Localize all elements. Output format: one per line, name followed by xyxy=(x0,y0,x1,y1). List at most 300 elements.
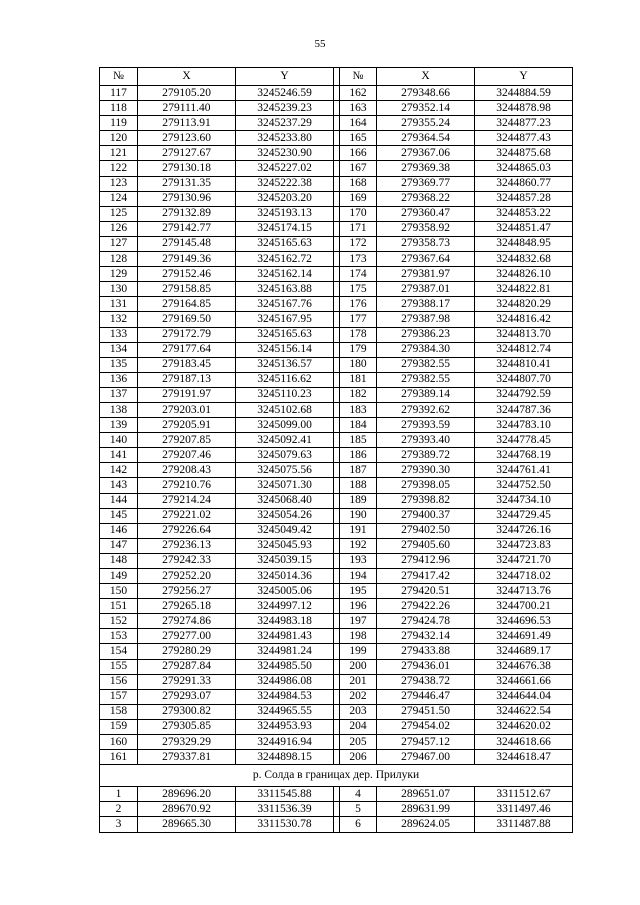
table-row xyxy=(100,267,573,282)
y-coordinate: 3244848.95 xyxy=(475,236,573,251)
y-coordinate: 3245167.76 xyxy=(236,297,334,312)
x-coordinate: 279433.88 xyxy=(377,644,475,659)
x-coordinate: 279111.40 xyxy=(138,101,236,116)
y-coordinate: 3244877.23 xyxy=(475,116,573,131)
table-row xyxy=(100,327,573,342)
header-x-left: X xyxy=(138,68,236,86)
y-coordinate: 3244718.02 xyxy=(475,569,573,584)
point-number: 168 xyxy=(340,176,377,191)
point-number: 153 xyxy=(100,629,138,644)
point-number: 169 xyxy=(340,191,377,206)
x-coordinate: 279130.96 xyxy=(138,191,236,206)
point-number: 184 xyxy=(340,418,377,433)
x-coordinate: 279221.02 xyxy=(138,508,236,523)
point-number: 124 xyxy=(100,191,138,206)
x-coordinate: 279417.42 xyxy=(377,569,475,584)
x-coordinate: 279432.14 xyxy=(377,629,475,644)
y-coordinate: 3244984.53 xyxy=(236,689,334,704)
point-number: 176 xyxy=(340,297,377,312)
point-number: 120 xyxy=(100,131,138,146)
point-number: 160 xyxy=(100,735,138,750)
point-number: 117 xyxy=(100,86,138,101)
x-coordinate: 289665.30 xyxy=(138,817,236,832)
table-row xyxy=(100,614,573,629)
x-coordinate: 279386.23 xyxy=(377,327,475,342)
y-coordinate: 3244860.77 xyxy=(475,176,573,191)
table-row xyxy=(100,569,573,584)
point-number: 183 xyxy=(340,402,377,417)
y-coordinate: 3244618.47 xyxy=(475,750,573,765)
x-coordinate: 279382.55 xyxy=(377,372,475,387)
y-coordinate: 3244787.36 xyxy=(475,402,573,417)
point-number: 182 xyxy=(340,387,377,402)
x-coordinate: 279130.18 xyxy=(138,161,236,176)
point-number: 129 xyxy=(100,267,138,282)
y-coordinate: 3244965.55 xyxy=(236,704,334,719)
point-number: 151 xyxy=(100,599,138,614)
point-number: 178 xyxy=(340,327,377,342)
y-coordinate: 3244953.93 xyxy=(236,719,334,734)
point-number: 191 xyxy=(340,523,377,538)
point-number: 198 xyxy=(340,629,377,644)
point-number: 167 xyxy=(340,161,377,176)
header-num-left: № xyxy=(100,68,138,86)
x-coordinate: 279187.13 xyxy=(138,372,236,387)
y-coordinate: 3244986.08 xyxy=(236,674,334,689)
point-number: 136 xyxy=(100,372,138,387)
header-num-right: № xyxy=(340,68,377,86)
x-coordinate: 279329.29 xyxy=(138,735,236,750)
point-number: 157 xyxy=(100,689,138,704)
x-coordinate: 279390.30 xyxy=(377,463,475,478)
table-row xyxy=(100,131,573,146)
x-coordinate: 279105.20 xyxy=(138,86,236,101)
y-coordinate: 3245203.20 xyxy=(236,191,334,206)
y-coordinate: 3244734.10 xyxy=(475,493,573,508)
x-coordinate: 279389.72 xyxy=(377,448,475,463)
header-x-right: X xyxy=(377,68,475,86)
y-coordinate: 3245227.02 xyxy=(236,161,334,176)
x-coordinate: 279358.73 xyxy=(377,236,475,251)
x-coordinate: 279172.79 xyxy=(138,327,236,342)
point-number: 163 xyxy=(340,101,377,116)
y-coordinate: 3244853.22 xyxy=(475,206,573,221)
x-coordinate: 279387.01 xyxy=(377,282,475,297)
y-coordinate: 3311497.46 xyxy=(475,802,573,817)
header-y-left: Y xyxy=(236,68,334,86)
point-number: 187 xyxy=(340,463,377,478)
x-coordinate: 279381.97 xyxy=(377,267,475,282)
point-number: 166 xyxy=(340,146,377,161)
x-coordinate: 279389.14 xyxy=(377,387,475,402)
point-number: 146 xyxy=(100,523,138,538)
x-coordinate: 279400.37 xyxy=(377,508,475,523)
point-number: 179 xyxy=(340,342,377,357)
x-coordinate: 279300.82 xyxy=(138,704,236,719)
y-coordinate: 3244857.28 xyxy=(475,191,573,206)
y-coordinate: 3244813.70 xyxy=(475,327,573,342)
point-number: 154 xyxy=(100,644,138,659)
table-row xyxy=(100,357,573,372)
y-coordinate: 3244884.59 xyxy=(475,86,573,101)
y-coordinate: 3244721.70 xyxy=(475,553,573,568)
point-number: 118 xyxy=(100,101,138,116)
point-number: 147 xyxy=(100,538,138,553)
table-row xyxy=(100,372,573,387)
table-row xyxy=(100,176,573,191)
x-coordinate: 279360.47 xyxy=(377,206,475,221)
x-coordinate: 279388.17 xyxy=(377,297,475,312)
y-coordinate: 3244661.66 xyxy=(475,674,573,689)
x-coordinate: 289624.05 xyxy=(377,817,475,832)
x-coordinate: 279265.18 xyxy=(138,599,236,614)
x-coordinate: 289631.99 xyxy=(377,802,475,817)
y-coordinate: 3245222.38 xyxy=(236,176,334,191)
y-coordinate: 3244898.15 xyxy=(236,750,334,765)
x-coordinate: 279152.46 xyxy=(138,267,236,282)
y-coordinate: 3245230.90 xyxy=(236,146,334,161)
point-number: 138 xyxy=(100,402,138,417)
point-number: 203 xyxy=(340,704,377,719)
x-coordinate: 279203.01 xyxy=(138,402,236,417)
y-coordinate: 3244752.50 xyxy=(475,478,573,493)
y-coordinate: 3244689.17 xyxy=(475,644,573,659)
point-number: 145 xyxy=(100,508,138,523)
point-number: 195 xyxy=(340,584,377,599)
y-coordinate: 3245005.06 xyxy=(236,584,334,599)
x-coordinate: 279367.06 xyxy=(377,146,475,161)
point-number: 142 xyxy=(100,463,138,478)
y-coordinate: 3244676.38 xyxy=(475,659,573,674)
point-number: 158 xyxy=(100,704,138,719)
point-number: 199 xyxy=(340,644,377,659)
point-number: 135 xyxy=(100,357,138,372)
x-coordinate: 279355.24 xyxy=(377,116,475,131)
y-coordinate: 3244700.21 xyxy=(475,599,573,614)
y-coordinate: 3244696.53 xyxy=(475,614,573,629)
y-coordinate: 3245039.15 xyxy=(236,553,334,568)
x-coordinate: 279393.59 xyxy=(377,418,475,433)
x-coordinate: 279438.72 xyxy=(377,674,475,689)
point-number: 185 xyxy=(340,433,377,448)
x-coordinate: 279158.85 xyxy=(138,282,236,297)
point-number: 122 xyxy=(100,161,138,176)
y-coordinate: 3244807.70 xyxy=(475,372,573,387)
y-coordinate: 3244726.16 xyxy=(475,523,573,538)
table-row xyxy=(100,689,573,704)
table-row xyxy=(100,659,573,674)
x-coordinate: 279387.98 xyxy=(377,312,475,327)
table-row xyxy=(100,599,573,614)
y-coordinate: 3245049.42 xyxy=(236,523,334,538)
point-number: 119 xyxy=(100,116,138,131)
point-number: 205 xyxy=(340,735,377,750)
x-coordinate: 279242.33 xyxy=(138,553,236,568)
point-number: 128 xyxy=(100,252,138,267)
x-coordinate: 279207.46 xyxy=(138,448,236,463)
point-number: 202 xyxy=(340,689,377,704)
y-coordinate: 3245237.29 xyxy=(236,116,334,131)
y-coordinate: 3245110.23 xyxy=(236,387,334,402)
x-coordinate: 279207.85 xyxy=(138,433,236,448)
y-coordinate: 3245163.88 xyxy=(236,282,334,297)
x-coordinate: 279398.82 xyxy=(377,493,475,508)
table-row xyxy=(100,221,573,236)
y-coordinate: 3244729.45 xyxy=(475,508,573,523)
point-number: 133 xyxy=(100,327,138,342)
coordinates-table xyxy=(99,67,573,833)
x-coordinate: 279132.89 xyxy=(138,206,236,221)
point-number: 121 xyxy=(100,146,138,161)
y-coordinate: 3244810.41 xyxy=(475,357,573,372)
y-coordinate: 3245075.56 xyxy=(236,463,334,478)
y-coordinate: 3244792.59 xyxy=(475,387,573,402)
x-coordinate: 279183.45 xyxy=(138,357,236,372)
x-coordinate: 289670.92 xyxy=(138,802,236,817)
x-coordinate: 289696.20 xyxy=(138,787,236,802)
point-number: 131 xyxy=(100,297,138,312)
point-number: 180 xyxy=(340,357,377,372)
y-coordinate: 3244644.04 xyxy=(475,689,573,704)
table-row xyxy=(100,448,573,463)
point-number: 204 xyxy=(340,719,377,734)
y-coordinate: 3244691.49 xyxy=(475,629,573,644)
point-number: 170 xyxy=(340,206,377,221)
y-coordinate: 3244878.98 xyxy=(475,101,573,116)
x-coordinate: 279208.43 xyxy=(138,463,236,478)
y-coordinate: 3245136.57 xyxy=(236,357,334,372)
y-coordinate: 3245165.63 xyxy=(236,327,334,342)
x-coordinate: 279348.66 xyxy=(377,86,475,101)
x-coordinate: 279369.38 xyxy=(377,161,475,176)
table-row xyxy=(100,802,573,817)
table-row xyxy=(100,342,573,357)
x-coordinate: 279337.81 xyxy=(138,750,236,765)
point-number: 193 xyxy=(340,553,377,568)
x-coordinate: 279113.91 xyxy=(138,116,236,131)
x-coordinate: 279287.84 xyxy=(138,659,236,674)
x-coordinate: 279422.26 xyxy=(377,599,475,614)
point-number: 188 xyxy=(340,478,377,493)
y-coordinate: 3244768.19 xyxy=(475,448,573,463)
x-coordinate: 279305.85 xyxy=(138,719,236,734)
point-number: 125 xyxy=(100,206,138,221)
x-coordinate: 279424.78 xyxy=(377,614,475,629)
x-coordinate: 279169.50 xyxy=(138,312,236,327)
table-row xyxy=(100,629,573,644)
point-number: 161 xyxy=(100,750,138,765)
y-coordinate: 3244832.68 xyxy=(475,252,573,267)
x-coordinate: 279412.96 xyxy=(377,553,475,568)
point-number: 148 xyxy=(100,553,138,568)
point-number: 126 xyxy=(100,221,138,236)
x-coordinate: 279436.01 xyxy=(377,659,475,674)
table-row xyxy=(100,674,573,689)
table-row xyxy=(100,191,573,206)
point-number: 164 xyxy=(340,116,377,131)
y-coordinate: 3245165.63 xyxy=(236,236,334,251)
y-coordinate: 3244820.29 xyxy=(475,297,573,312)
point-number: 177 xyxy=(340,312,377,327)
x-coordinate: 279214.24 xyxy=(138,493,236,508)
y-coordinate: 3244981.24 xyxy=(236,644,334,659)
point-number: 140 xyxy=(100,433,138,448)
point-number: 206 xyxy=(340,750,377,765)
table-header-row xyxy=(100,68,573,86)
table-row xyxy=(100,252,573,267)
point-number: 194 xyxy=(340,569,377,584)
point-number: 171 xyxy=(340,221,377,236)
y-coordinate: 3244983.18 xyxy=(236,614,334,629)
x-coordinate: 279402.50 xyxy=(377,523,475,538)
point-number: 3 xyxy=(100,817,138,832)
table-row xyxy=(100,433,573,448)
table-row xyxy=(100,86,573,101)
y-coordinate: 3245246.59 xyxy=(236,86,334,101)
table-row xyxy=(100,206,573,221)
x-coordinate: 279467.00 xyxy=(377,750,475,765)
table-row xyxy=(100,297,573,312)
y-coordinate: 3244622.54 xyxy=(475,704,573,719)
y-coordinate: 3244865.03 xyxy=(475,161,573,176)
point-number: 127 xyxy=(100,236,138,251)
point-number: 143 xyxy=(100,478,138,493)
section-row xyxy=(100,765,573,787)
x-coordinate: 289651.07 xyxy=(377,787,475,802)
x-coordinate: 279142.77 xyxy=(138,221,236,236)
y-coordinate: 3244985.50 xyxy=(236,659,334,674)
x-coordinate: 279358.92 xyxy=(377,221,475,236)
point-number: 4 xyxy=(340,787,377,802)
y-coordinate: 3245054.26 xyxy=(236,508,334,523)
x-coordinate: 279398.05 xyxy=(377,478,475,493)
table-row xyxy=(100,538,573,553)
table-row xyxy=(100,402,573,417)
y-coordinate: 3244826.10 xyxy=(475,267,573,282)
y-coordinate: 3244916.94 xyxy=(236,735,334,750)
table-row xyxy=(100,101,573,116)
y-coordinate: 3245092.41 xyxy=(236,433,334,448)
table-row xyxy=(100,463,573,478)
table-row xyxy=(100,735,573,750)
x-coordinate: 279226.64 xyxy=(138,523,236,538)
y-coordinate: 3244783.10 xyxy=(475,418,573,433)
table-row xyxy=(100,523,573,538)
x-coordinate: 279127.67 xyxy=(138,146,236,161)
x-coordinate: 279236.13 xyxy=(138,538,236,553)
table-row xyxy=(100,817,573,832)
y-coordinate: 3245162.14 xyxy=(236,267,334,282)
point-number: 132 xyxy=(100,312,138,327)
point-number: 190 xyxy=(340,508,377,523)
table-row xyxy=(100,387,573,402)
point-number: 162 xyxy=(340,86,377,101)
y-coordinate: 3244822.81 xyxy=(475,282,573,297)
x-coordinate: 279393.40 xyxy=(377,433,475,448)
point-number: 186 xyxy=(340,448,377,463)
y-coordinate: 3245099.00 xyxy=(236,418,334,433)
point-number: 152 xyxy=(100,614,138,629)
table-row xyxy=(100,236,573,251)
x-coordinate: 279454.02 xyxy=(377,719,475,734)
point-number: 130 xyxy=(100,282,138,297)
point-number: 137 xyxy=(100,387,138,402)
point-number: 192 xyxy=(340,538,377,553)
point-number: 141 xyxy=(100,448,138,463)
point-number: 196 xyxy=(340,599,377,614)
point-number: 149 xyxy=(100,569,138,584)
point-number: 156 xyxy=(100,674,138,689)
table-row xyxy=(100,719,573,734)
x-coordinate: 279177.64 xyxy=(138,342,236,357)
table-row xyxy=(100,584,573,599)
point-number: 144 xyxy=(100,493,138,508)
x-coordinate: 279131.35 xyxy=(138,176,236,191)
y-coordinate: 3244618.66 xyxy=(475,735,573,750)
x-coordinate: 279145.48 xyxy=(138,236,236,251)
point-number: 197 xyxy=(340,614,377,629)
point-number: 201 xyxy=(340,674,377,689)
x-coordinate: 279205.91 xyxy=(138,418,236,433)
y-coordinate: 3245193.13 xyxy=(236,206,334,221)
y-coordinate: 3245167.95 xyxy=(236,312,334,327)
y-coordinate: 3245045.93 xyxy=(236,538,334,553)
table-row xyxy=(100,493,573,508)
x-coordinate: 279364.54 xyxy=(377,131,475,146)
point-number: 139 xyxy=(100,418,138,433)
x-coordinate: 279457.12 xyxy=(377,735,475,750)
table-row xyxy=(100,418,573,433)
table-row xyxy=(100,478,573,493)
x-coordinate: 279367.64 xyxy=(377,252,475,267)
x-coordinate: 279274.86 xyxy=(138,614,236,629)
x-coordinate: 279291.33 xyxy=(138,674,236,689)
point-number: 150 xyxy=(100,584,138,599)
table-row xyxy=(100,553,573,568)
point-number: 159 xyxy=(100,719,138,734)
y-coordinate: 3311536.39 xyxy=(236,802,334,817)
x-coordinate: 279451.50 xyxy=(377,704,475,719)
y-coordinate: 3311530.78 xyxy=(236,817,334,832)
y-coordinate: 3244812.74 xyxy=(475,342,573,357)
table-row xyxy=(100,116,573,131)
header-y-right: Y xyxy=(475,68,573,86)
table-row xyxy=(100,146,573,161)
y-coordinate: 3311487.88 xyxy=(475,817,573,832)
x-coordinate: 279420.51 xyxy=(377,584,475,599)
x-coordinate: 279368.22 xyxy=(377,191,475,206)
table-row xyxy=(100,750,573,765)
y-coordinate: 3244851.47 xyxy=(475,221,573,236)
table-row xyxy=(100,508,573,523)
x-coordinate: 279256.27 xyxy=(138,584,236,599)
y-coordinate: 3244816.42 xyxy=(475,312,573,327)
point-number: 173 xyxy=(340,252,377,267)
point-number: 172 xyxy=(340,236,377,251)
x-coordinate: 279369.77 xyxy=(377,176,475,191)
point-number: 1 xyxy=(100,787,138,802)
x-coordinate: 279446.47 xyxy=(377,689,475,704)
y-coordinate: 3244761.41 xyxy=(475,463,573,478)
y-coordinate: 3245102.68 xyxy=(236,402,334,417)
y-coordinate: 3245079.63 xyxy=(236,448,334,463)
point-number: 134 xyxy=(100,342,138,357)
y-coordinate: 3245071.30 xyxy=(236,478,334,493)
point-number: 165 xyxy=(340,131,377,146)
y-coordinate: 3245116.62 xyxy=(236,372,334,387)
x-coordinate: 279280.29 xyxy=(138,644,236,659)
x-coordinate: 279384.30 xyxy=(377,342,475,357)
